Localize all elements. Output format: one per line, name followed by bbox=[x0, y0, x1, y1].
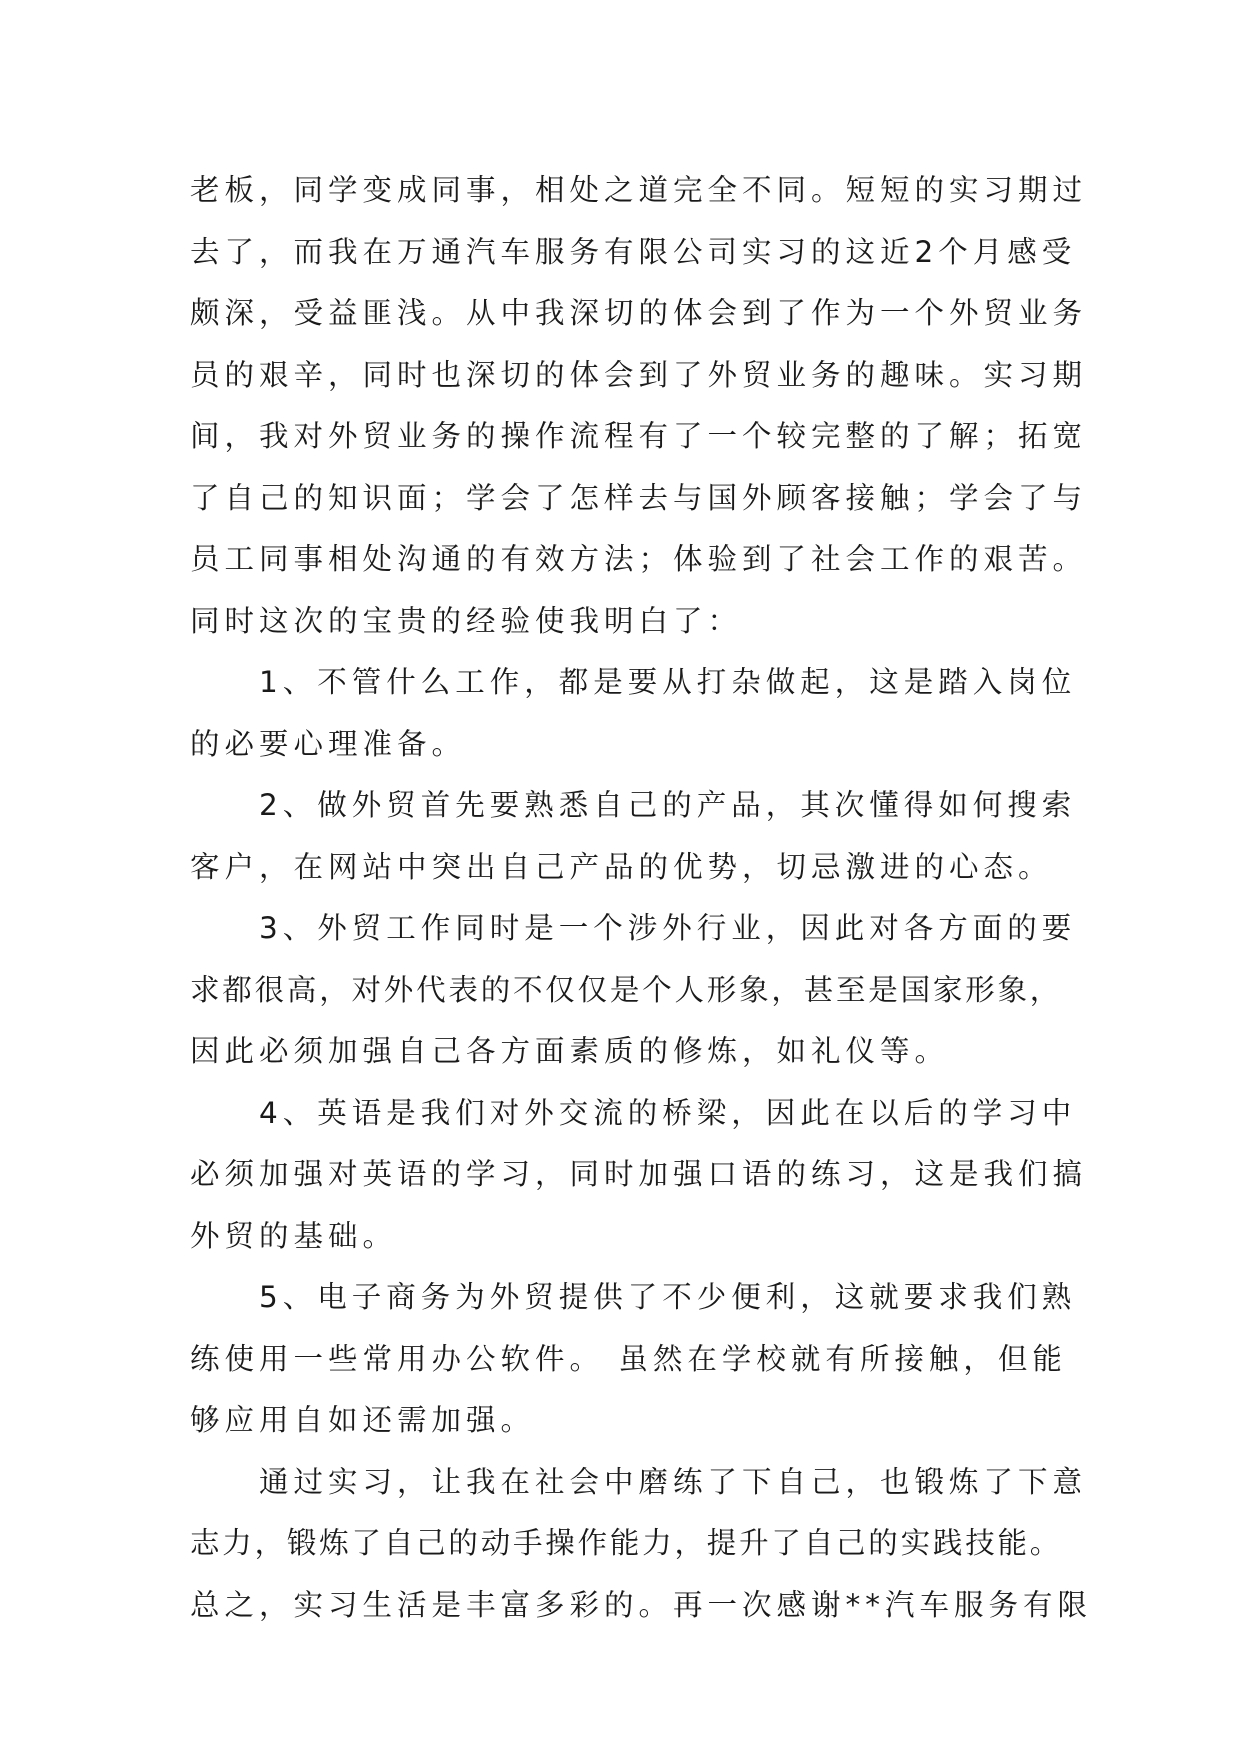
text-line: 求都很高，对外代表的不仅仅是个人形象，甚至是国家形象， bbox=[190, 972, 1063, 1007]
text-line: 外贸的基础。 bbox=[190, 1218, 398, 1253]
text-line: 练使用一些常用办公软件。 虽然在学校就有所接触，但能 bbox=[190, 1341, 1067, 1376]
text-line: 同时这次的宝贵的经验使我明白了： bbox=[190, 603, 743, 638]
list-item-line: 1、不管什么工作，都是要从打杂做起，这是踏入岗位 bbox=[190, 665, 1077, 699]
text-line: 员的艰辛，同时也深切的体会到了外贸业务的趣味。实习期 bbox=[190, 357, 1088, 392]
paragraph-start-line: 通过实习，让我在社会中磨练了下自己，也锻炼了下意 bbox=[190, 1464, 1088, 1499]
text-line: 员工同事相处沟通的有效方法；体验到了社会工作的艰苦。 bbox=[190, 542, 1088, 576]
text-line: 间，我对外贸业务的操作流程有了一个较完整的了解；拓宽 bbox=[190, 419, 1088, 453]
list-item-line: 2、做外贸首先要熟悉自己的产品，其次懂得如何搜索 bbox=[190, 788, 1077, 822]
text-line: 志力，锻炼了自己的动手操作能力，提升了自己的实践技能。 bbox=[190, 1526, 1063, 1560]
text-line: 因此必须加强自己各方面素质的修炼，如礼仪等。 bbox=[190, 1034, 950, 1068]
text-line: 够应用自如还需加强。 bbox=[190, 1403, 536, 1437]
list-item-line: 4、英语是我们对外交流的桥梁，因此在以后的学习中 bbox=[190, 1095, 1077, 1130]
text-line: 总之，实习生活是丰富多彩的。再一次感谢**汽车服务有限 bbox=[190, 1587, 1093, 1622]
text-line: 必须加强对英语的学习，同时加强口语的练习，这是我们搞 bbox=[190, 1157, 1088, 1191]
text-line: 了自己的知识面；学会了怎样去与国外顾客接触；学会了与 bbox=[190, 480, 1088, 515]
text-line: 的必要心理准备。 bbox=[190, 726, 467, 761]
text-line: 颇深，受益匪浅。从中我深切的体会到了作为一个外贸业务 bbox=[190, 296, 1088, 330]
list-item-line: 5、电子商务为外贸提供了不少便利，这就要求我们熟 bbox=[190, 1280, 1077, 1314]
body-text bbox=[190, 160, 1093, 1636]
text-line: 客户，在网站中突出自己产品的优势，切忌激进的心态。 bbox=[190, 849, 1053, 884]
list-item-line: 3、外贸工作同时是一个涉外行业，因此对各方面的要 bbox=[190, 911, 1077, 945]
text-line: 老板，同学变成同事，相处之道完全不同。短短的实习期过 bbox=[190, 173, 1088, 207]
text-line: 去了，而我在万通汽车服务有限公司实习的这近2个月感受 bbox=[190, 234, 1077, 269]
